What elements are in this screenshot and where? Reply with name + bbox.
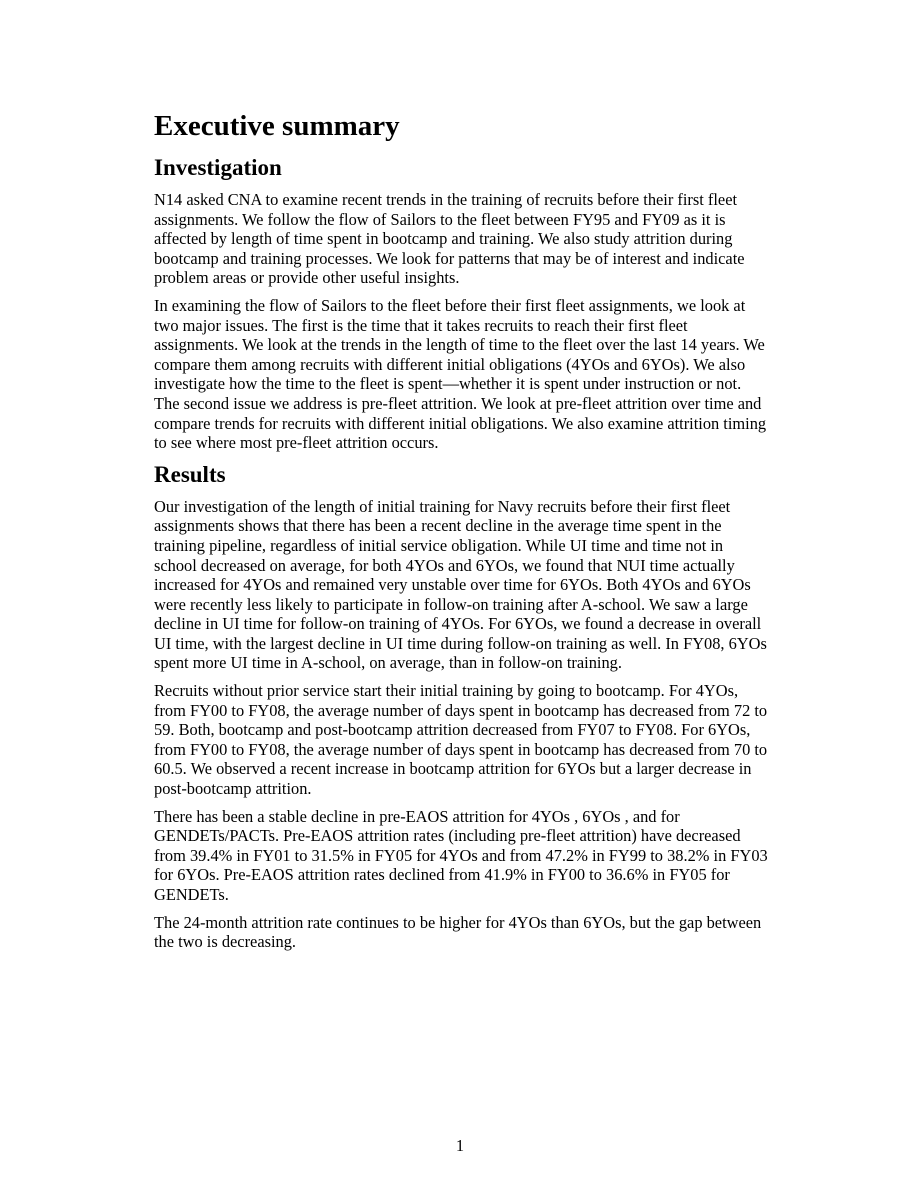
paragraph: The 24-month attrition rate continues to be higher for 4YOs than 6YOs, but the gap between the two is decreasing. <box>154 912 762 952</box>
section-heading: Results <box>154 461 226 487</box>
section-heading: Investigation <box>154 155 282 180</box>
section-investigation <box>154 154 770 453</box>
page-number: 1 <box>455 1136 465 1155</box>
paragraph: In examining the flow of Sailors to the fleet before their first fleet assignments, we look at two major issues. The first is the time that it takes recruits to reach their first fleet assignments. We look at the trends in the length of time to the fleet over the last 14 years. We compare them among recruits with different initial obligations (4YOs and 6YOs). We also investigate how the time to the fleet is spent—whether it is spent under instruction or not. The second issue we address is pre-fleet attrition. We look at pre-fleet attrition over time and compare trends for recruits with different initial obligations. We also examine attrition timing to see where most pre-fleet attrition occurs. <box>154 295 767 453</box>
paragraph: Recruits without prior service start their initial training by going to bootcamp. For 4YOs, from FY00 to FY08, the average number of days spent in bootcamp has decreased from 72 to 59. Both, bootcamp and post-bootcamp attrition decreased from FY07 to FY08. For 6YOs, from FY00 to FY08, the average number of days spent in bootcamp has decreased from 70 to 60.5. We observed a recent increase in bootcamp attrition for 6YOs but a larger decrease in post-bootcamp attrition. <box>154 681 768 799</box>
paragraph: N14 asked CNA to examine recent trends in the training of recruits before their first fleet assignments. We follow the flow of Sailors to the fleet between FY95 and FY09 as it is affected by length of time spent in bootcamp and training. We also study attrition during bootcamp and training processes. We look for patterns that may be of interest and indicate problem areas or provide other useful insights. <box>154 190 745 288</box>
page-title: Executive summary <box>154 110 400 142</box>
paragraph: There has been a stable decline in pre-EAOS attrition for 4YOs , 6YOs , and for GENDETs/PACTs. Pre-EAOS attrition rates (including pre-fleet attrition) have decreased from 39.4% in FY01 to 31.5% in FY05 for 4YOs and from 47.2% in FY99 to 38.2% in FY03 for 6YOs. Pre-EAOS attrition rates declined from 41.9% in FY00 to 36.6% in FY05 for GENDETs. <box>154 806 768 904</box>
section-results <box>154 461 770 952</box>
document-page <box>154 108 770 960</box>
paragraph: Our investigation of the length of initial training for Navy recruits before their first fleet assignments shows that there has been a recent decline in the average time spent in the training pipeline, regardless of initial service obligation. While UI time and time not in school decreased on average, for both 4YOs and 6YOs, we found that NUI time actually increased for 4YOs and remained very unstable over time for 6YOs. Both 4YOs and 6YOs were recently less likely to participate in follow-on training after A-school. We saw a large decline in UI time for follow-on training of 4YOs. For 6YOs, we found a decrease in overall UI time, with the largest decline in UI time during follow-on training as well. In FY08, 6YOs spent more UI time in A-school, on average, than in follow-on training. <box>154 496 767 673</box>
